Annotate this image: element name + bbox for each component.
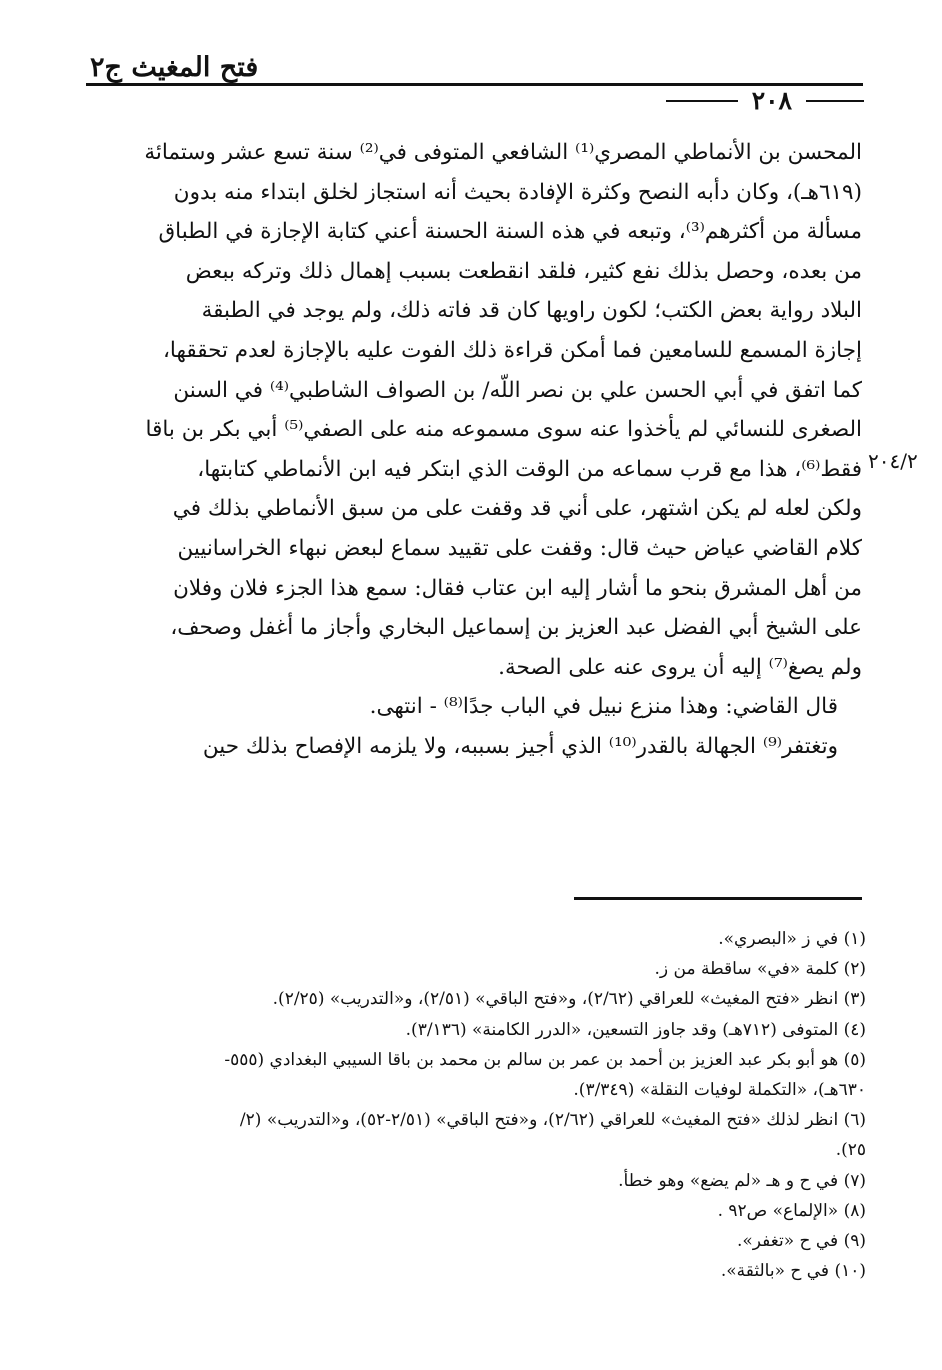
page-number: ٢٠٨ <box>751 86 792 115</box>
body-line: من بعده، وحصل بذلك نفع كثير، فلقد انقطعت بسبب إهمال ذلك وتركه ببعض <box>185 258 862 284</box>
body-line: إجازة المسمع للسامعين فما أمكن قراءة ذلك الفوت عليه بالإجازة لعدم تحققها، <box>162 337 862 363</box>
footnote: (١) في ز «البصري». <box>718 929 866 949</box>
footnote: (٤) المتوفى (٧١٢هـ) وقد جاوز التسعين، «الدرر الكامنة» (٣/١٣٦). <box>405 1019 866 1040</box>
body-line: ولم يصغ⁽⁷⁾ إليه أن يروى عنه على الصحة. <box>498 654 862 680</box>
body-line: من أهل المشرق بنحو ما أشار إليه ابن عتاب فقال: سمع هذا الجزء فلان وفلان <box>173 575 862 601</box>
footnotes <box>96 924 866 1286</box>
body-line: كما اتفق في أبي الحسن علي بن نصر اللّه/ بن الصواف الشاطبي⁽⁴⁾ في السنن <box>173 377 862 403</box>
body-line: على الشيخ أبي الفضل عبد العزيز بن إسماعيل البخاري وأجاز ما أغفل وصحف، <box>170 615 862 641</box>
footnote: (٩) في ح «تغفر». <box>736 1230 866 1251</box>
footnote-continuation: ٢٥). <box>835 1140 866 1161</box>
body-line: قال القاضي: وهذا منزع نبيل في الباب جدًا⁽⁸⁾ - انتهى. <box>369 694 838 720</box>
body-line: الصغرى للنسائي لم يأخذوا عنه سوى مسموعه منه على الصفي⁽⁵⁾ أبي بكر بن باقا <box>145 417 862 443</box>
footnote: (٦) انظر لذلك «فتح المغيث» للعراقي (٢/٦٢)، و«فتح الباقي» (٢/٥١-٥٢)، و«التدريب» (٢/ <box>239 1110 866 1131</box>
footnote: (١٠) في ح «بالثقة». <box>720 1261 866 1282</box>
body-line: كلام القاضي عياض حيث قال: وقفت على تقييد سماع لبعض نبهاء الخراسانيين <box>177 535 862 561</box>
page-number-dash-left <box>666 100 738 102</box>
body-line: البلاد رواية بعض الكتب؛ لكون راويها كان قد فاته ذلك، ولم يوجد في الطبقة <box>201 298 862 324</box>
body-line: مسألة من أكثرهم⁽³⁾، وتبعه في هذه السنة الحسنة أعني كتابة الإجازة في الطباق <box>158 219 862 245</box>
running-title: فتح المغيث ج٢ <box>90 52 259 83</box>
footnote: (٣) انظر «فتح المغيث» للعراقي (٢/٦٢)، و«فتح الباقي» (٢/٥١)، و«التدريب» (٢/٢٥). <box>272 989 866 1010</box>
footnote: (٥) هو أبو بكر عبد العزيز بن أحمد بن عمر بن سالم بن محمد بن باقا السيبي البغدادي (٥٥٥- <box>224 1049 866 1070</box>
page-number-row <box>666 86 864 115</box>
body-line: وتغتفر⁽⁹⁾ الجهالة بالقدر⁽¹⁰⁾ الذي أجيز بسببه، ولا يلزمه الإفصاح بذلك حين <box>202 733 838 759</box>
body-text <box>96 133 862 767</box>
footnote: (٧) في ح و هـ «لم يضع» وهو خطأ. <box>618 1170 866 1191</box>
body-line: المحسن بن الأنماطي المصري⁽¹⁾ الشافعي المتوفى في⁽²⁾ سنة تسع عشر وستمائة <box>144 140 862 165</box>
footnote-rule <box>574 897 862 900</box>
footnote: (٢) كلمة «في» ساقطة من ز. <box>654 959 866 980</box>
margin-reference: ٢٠٤/٢ <box>868 449 918 473</box>
footnote: (٨) «الإلماع» ص٩٢ . <box>717 1200 866 1221</box>
body-line: ولكن لعله لم يكن اشتهر، على أني قد وقفت على من سبق الأنماطي بذلك في <box>172 496 862 522</box>
footnote-continuation: ٦٣٠هـ)، «التكملة لوفيات النقلة» (٣/٣٤٩). <box>573 1079 866 1100</box>
body-line: فقط⁽⁶⁾، هذا مع قرب سماعه من الوقت الذي ابتكر فيه ابن الأنماطي كتابتها، <box>197 456 862 482</box>
body-line: (٦١٩هـ)، وكان دأبه النصح وكثرة الإفادة بحيث أنه استجاز لخلق ابتداء منه بدون <box>173 179 862 205</box>
page-number-dash-right <box>806 100 864 102</box>
